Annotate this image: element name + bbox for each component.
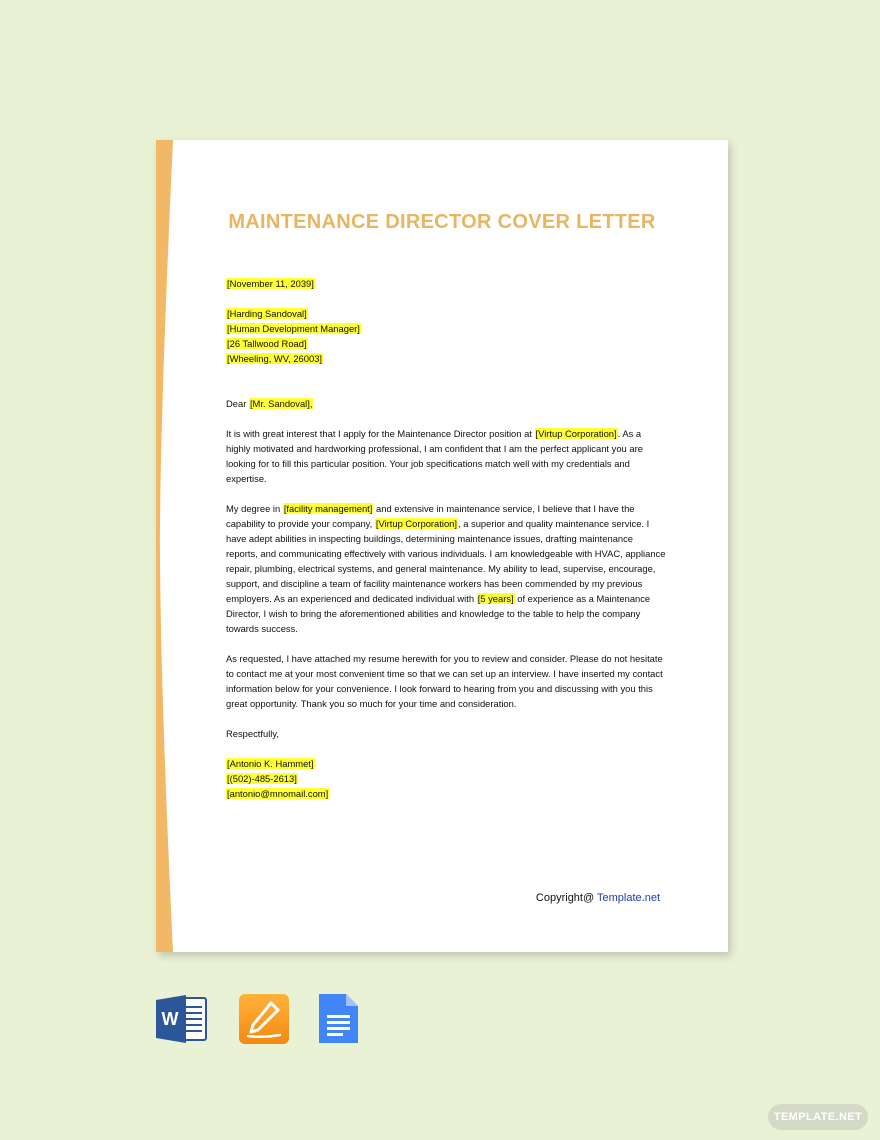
accent-stripe — [156, 140, 186, 952]
sender-block — [226, 756, 666, 801]
word-icon[interactable] — [156, 993, 208, 1045]
date: [November 11, 2039] — [227, 278, 314, 289]
p2-years: [5 years] — [477, 593, 514, 604]
copyright-label: Copyright@ — [535, 892, 598, 904]
recipient-street: [26 Tallwood Road] — [227, 338, 307, 349]
recipient-block — [226, 306, 666, 366]
google-docs-icon[interactable] — [312, 993, 364, 1045]
sender-email: [antonio@mnomail.com] — [227, 788, 329, 799]
recipient-city: [Wheeling, WV, 26003] — [227, 353, 323, 364]
sender-phone: [(502)-485-2613] — [227, 773, 297, 784]
copyright-link[interactable]: Template.net — [597, 892, 660, 904]
p2-company: [Virtup Corporation] — [375, 518, 457, 529]
copyright — [536, 892, 660, 904]
recipient-position: [Human Development Manager] — [227, 323, 360, 334]
recipient-name: [Harding Sandoval] — [227, 308, 307, 319]
closing: Respectfully, — [226, 728, 279, 739]
salutation — [226, 396, 666, 411]
template-net-badge[interactable]: TEMPLATE.NET — [768, 1104, 868, 1130]
letter-body — [226, 276, 666, 816]
p1-company: [Virtup Corporation] — [535, 428, 617, 439]
salutation-prefix: Dear — [226, 398, 249, 409]
p2-text-d: of experience as a Maintenance Director, I wish to bring the aforementioned abilities and knowledge to the table to help the company towards success. — [226, 593, 651, 634]
p2-text-b: and extensive in maintenance service, I believe that I have the capability to provide your company, — [226, 503, 635, 529]
sender-name: [Antonio K. Hammet] — [227, 758, 314, 769]
letter-page — [156, 140, 728, 952]
pages-icon[interactable] — [238, 993, 290, 1045]
salutation-name: [Mr. Sandoval], — [249, 398, 313, 409]
svg-text:W: W — [161, 1009, 179, 1029]
p1-text-a: It is with great interest that I apply for the Maintenance Director position at — [226, 428, 535, 439]
accent-band — [156, 140, 173, 952]
letter-title: MAINTENANCE DIRECTOR COVER LETTER — [228, 211, 656, 233]
p2-text-a: My degree in — [226, 503, 283, 514]
p1-text-b: . As a highly motivated and hardworking professional, I am confident that I am the perfect applicant you are looking for to fill this particular position. Your job specifications match well with my credentials and expertise. — [226, 428, 643, 484]
paragraph-3: As requested, I have attached my resume herewith for you to review and consider. Please do not hesitate to contact me at your most convenient time so that we can set up an interview. I have inserted my contact information below for your convenience. I look forward to hearing from you and discussing with you this great opportunity. Thank you so much for your time and consideration. — [226, 653, 663, 709]
p2-degree: [facility management] — [283, 503, 373, 514]
p2-text-c: , a superior and quality maintenance service. I have adept abilities in inspecting buildings, determining maintenance issues, drafting maintenance reports, and communicating effectively with various individuals. I am knowledgeable with HVAC, appliance repair, plumbing, electrical systems, and general maintenance. My ability to lead, supervise, encourage, support, and discipline a team of facility maintenance workers has been commended by my previous employers. As an experienced and dedicated individual with — [226, 518, 666, 604]
paragraph-2 — [226, 501, 666, 636]
paragraph-1 — [226, 426, 666, 486]
